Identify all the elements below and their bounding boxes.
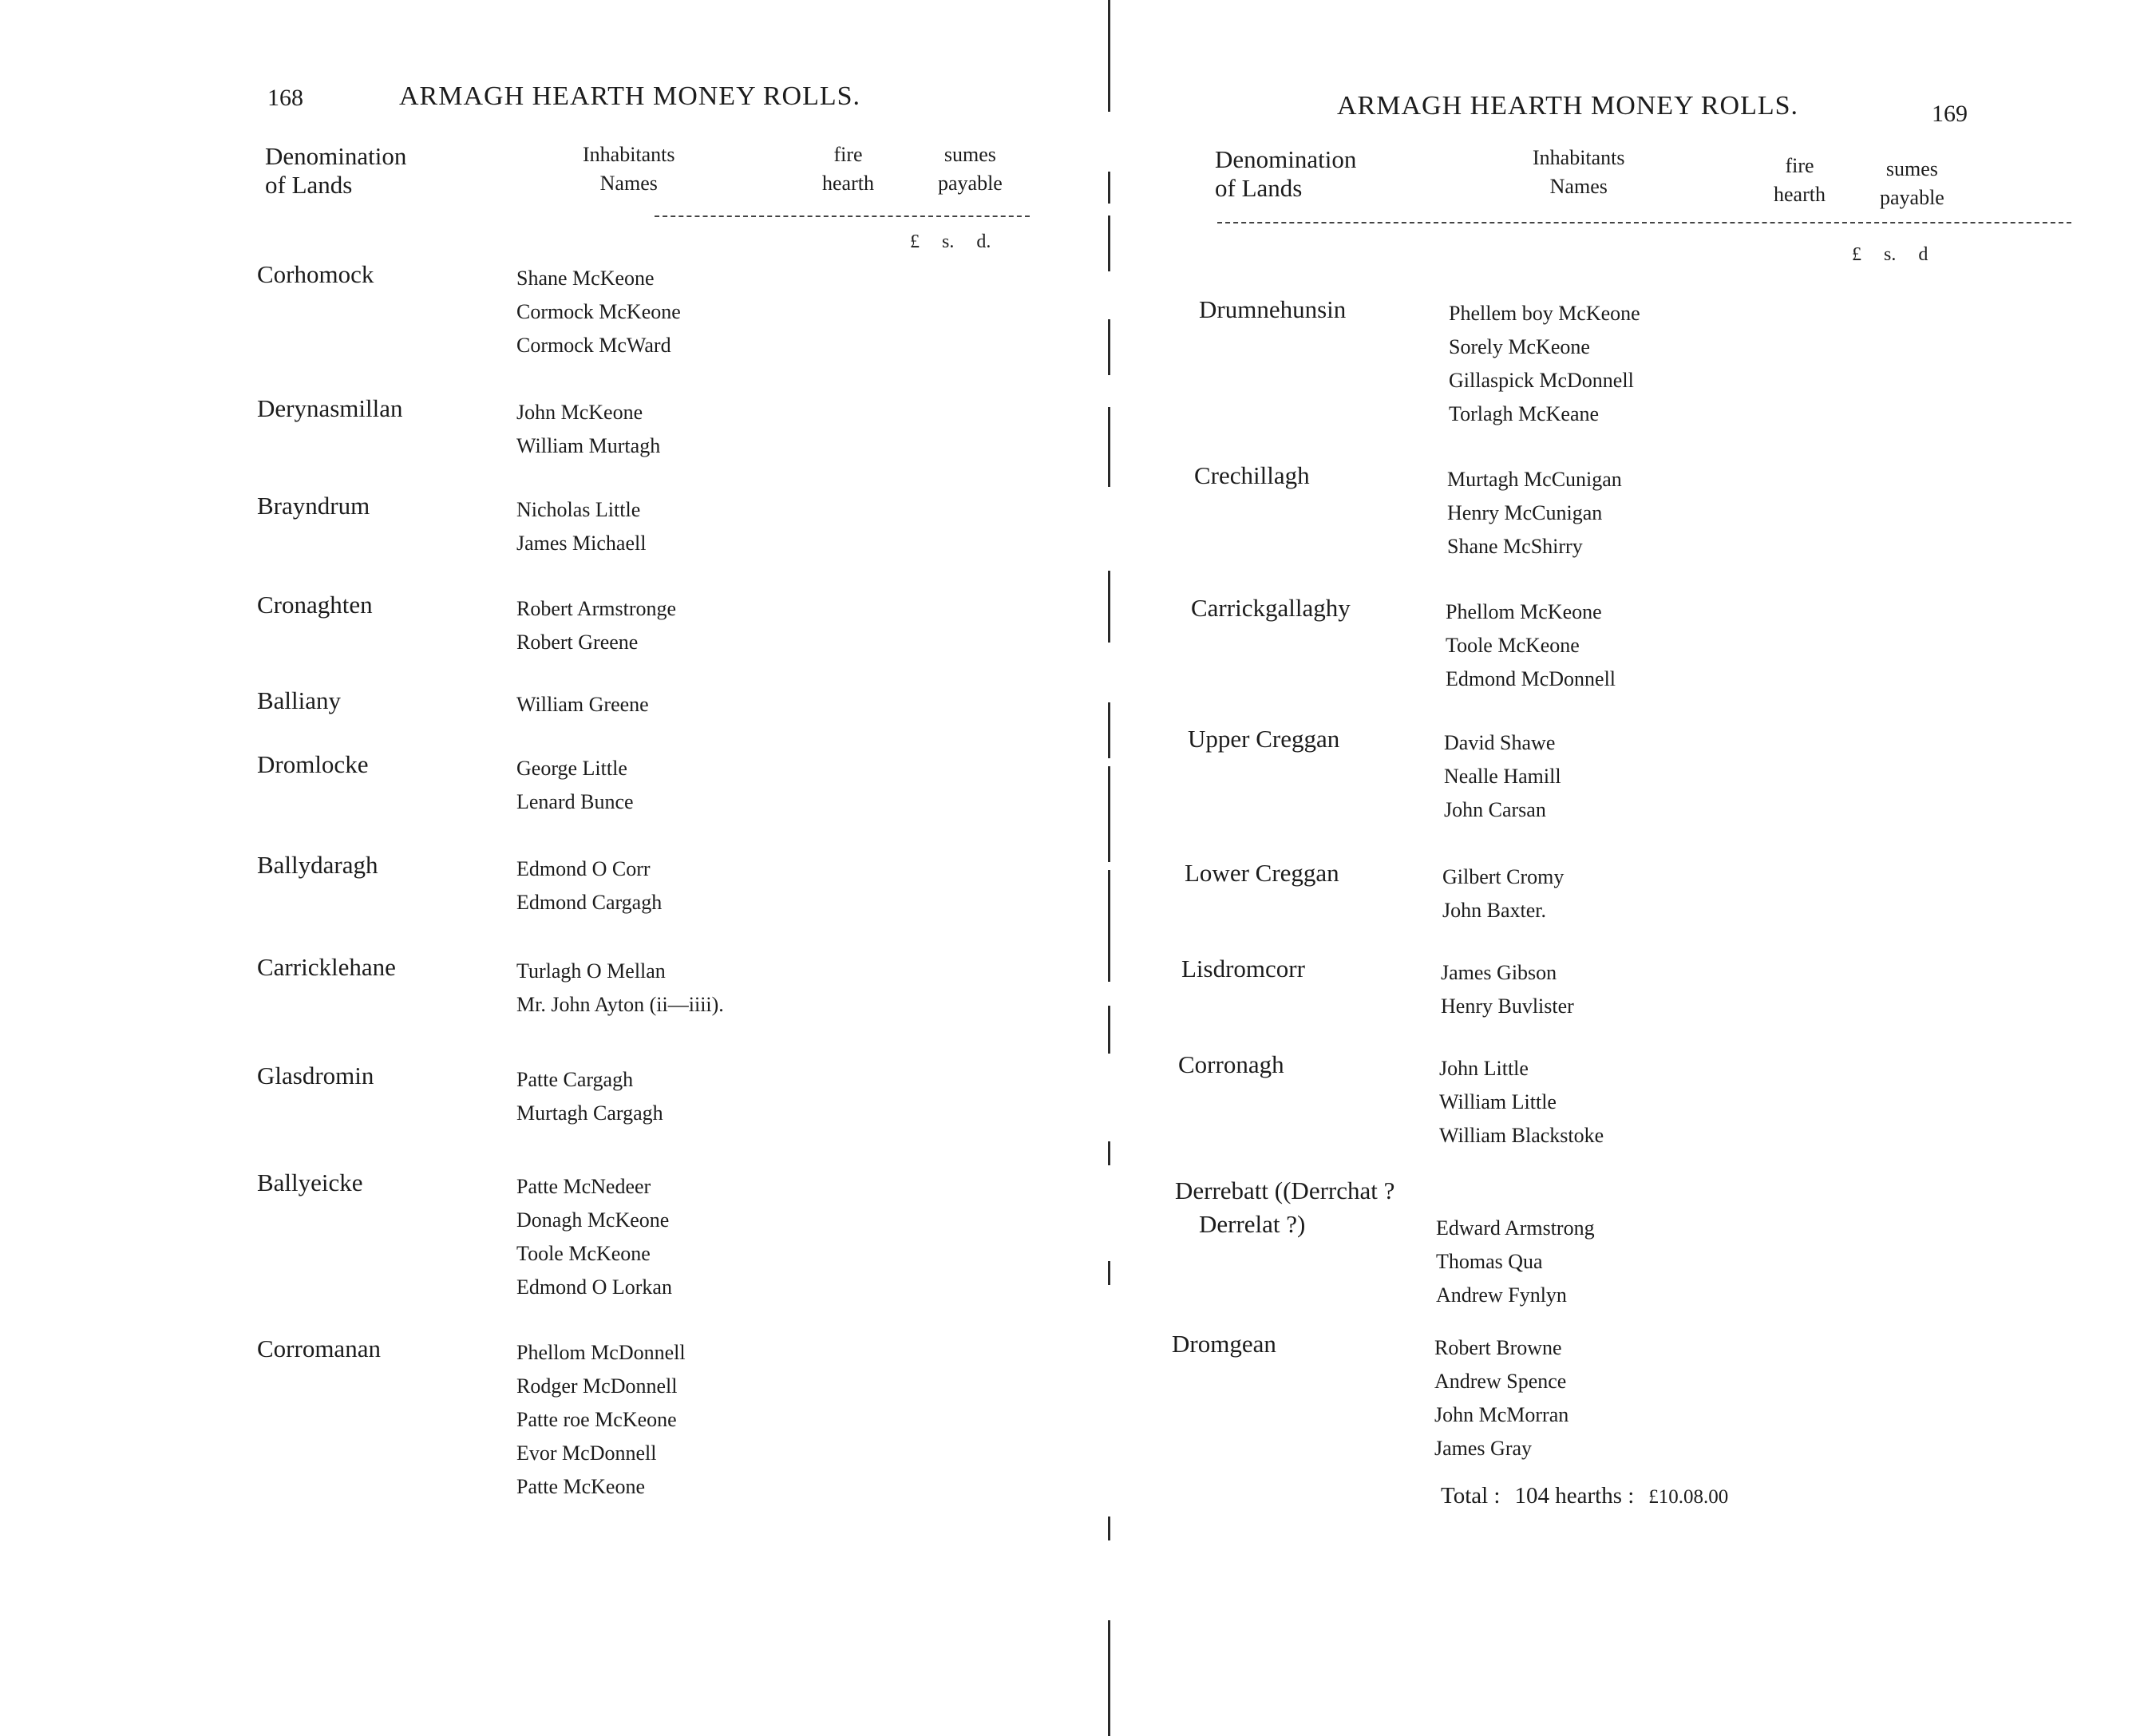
inhabitant-name: Sorely McKeone	[1449, 335, 1590, 358]
inhabitant-name: David Shawe	[1444, 731, 1556, 754]
inhabitant-name: Turlagh O Mellan	[516, 959, 666, 983]
land-name: Derrebatt ((Derrchat ?	[1175, 1176, 1395, 1204]
inhabitant-name: Nicholas Little	[516, 498, 641, 521]
inhabitant-name: Donagh McKeone	[516, 1208, 670, 1232]
book-gutter	[1105, 0, 1114, 1736]
column-header-lands: Denomination of Lands	[1215, 145, 1357, 202]
inhabitant-name: Henry Buvlister	[1441, 995, 1574, 1018]
land-name: Brayndrum	[257, 492, 370, 520]
money-column-heads: £ s. d.	[910, 231, 991, 252]
inhabitant-name: Gillaspick McDonnell	[1449, 369, 1634, 392]
inhabitant-name: John Little	[1439, 1057, 1529, 1080]
inhabitant-name: Phellom McDonnell	[516, 1341, 686, 1364]
total-label: Total :	[1441, 1483, 1501, 1509]
inhabitant-name: Evor McDonnell	[516, 1441, 657, 1465]
inhabitant-name: William Murtagh	[516, 434, 661, 457]
inhabitant-name: Nealle Hamill	[1444, 765, 1561, 788]
inhabitant-name: John Baxter.	[1442, 899, 1546, 922]
land-name: Crechillagh	[1194, 461, 1310, 489]
inhabitant-name: Edmond McDonnell	[1446, 667, 1616, 690]
inhabitant-list	[516, 688, 649, 722]
inhabitant-list	[1434, 1331, 1568, 1465]
inhabitant-list	[516, 1063, 663, 1130]
land-name: Carrickgallaghy	[1191, 594, 1351, 622]
inhabitant-list	[516, 592, 676, 659]
land-name: Cronaghten	[257, 591, 373, 619]
inhabitant-list	[1444, 726, 1561, 827]
inhabitant-name: Phellom McKeone	[1446, 600, 1602, 623]
land-name: Lower Creggan	[1185, 859, 1339, 887]
inhabitant-list	[1449, 297, 1640, 431]
inhabitant-name: Shane McShirry	[1447, 535, 1583, 558]
column-header-fire: fire hearth	[1774, 154, 1826, 206]
inhabitant-list	[516, 955, 724, 1022]
running-title: ARMAGH HEARTH MONEY ROLLS.	[1337, 91, 1799, 121]
column-header-names: Inhabitants Names	[583, 143, 675, 195]
land-name: Upper Creggan	[1188, 725, 1340, 753]
inhabitant-name: George Little	[516, 757, 627, 780]
land-name-continued: Derrelat ?)	[1199, 1210, 1306, 1238]
inhabitant-name: Patte roe McKeone	[516, 1408, 677, 1431]
inhabitant-name: Murtagh Cargagh	[516, 1101, 663, 1125]
land-name: Drumnehunsin	[1199, 295, 1347, 323]
inhabitant-name: James Gray	[1434, 1437, 1533, 1460]
land-name: Carricklehane	[257, 953, 396, 981]
land-name: Dromgean	[1172, 1330, 1276, 1358]
inhabitant-name: Lenard Bunce	[516, 790, 634, 813]
header-rule	[1217, 222, 2071, 223]
land-name: Corronagh	[1178, 1050, 1284, 1078]
land-name: Derynasmillan	[257, 394, 403, 422]
inhabitant-list	[516, 262, 681, 362]
inhabitant-list	[516, 752, 634, 819]
inhabitant-list	[1446, 595, 1616, 696]
inhabitant-list	[516, 396, 660, 463]
inhabitant-name: Edmond O Corr	[516, 857, 651, 880]
inhabitant-name: Toole McKeone	[1446, 634, 1580, 657]
inhabitant-name: William Little	[1439, 1090, 1557, 1113]
inhabitant-name: William Blackstoke	[1439, 1124, 1604, 1147]
column-header-sumes: sumes payable	[1880, 157, 1944, 209]
inhabitant-list	[516, 1170, 672, 1304]
inhabitant-list	[1441, 956, 1574, 1023]
running-title: ARMAGH HEARTH MONEY ROLLS.	[399, 81, 861, 111]
right-page	[1118, 0, 2148, 1736]
land-name: Glasdromin	[257, 1062, 374, 1089]
page-number: 169	[1932, 101, 1968, 127]
inhabitant-name: Patte McNedeer	[516, 1175, 651, 1198]
total-line	[1441, 1483, 1743, 1509]
inhabitant-name: Mr. John Ayton (ii—iiii).	[516, 993, 724, 1016]
inhabitant-name: Robert Armstronge	[516, 597, 677, 620]
inhabitant-name: Rodger McDonnell	[516, 1374, 678, 1398]
inhabitant-name: Phellem boy McKeone	[1449, 302, 1640, 325]
column-header-lands: Denomination of Lands	[265, 142, 407, 199]
total-hearths: 104 hearths :	[1514, 1483, 1635, 1509]
inhabitant-list	[1436, 1212, 1595, 1312]
money-column-heads: £ s. d	[1852, 244, 1928, 265]
inhabitant-name: William Greene	[516, 693, 649, 716]
column-header-fire: fire hearth	[822, 143, 874, 195]
inhabitant-name: Gilbert Cromy	[1442, 865, 1565, 888]
inhabitant-name: Torlagh McKeane	[1449, 402, 1600, 425]
inhabitant-name: John Carsan	[1444, 798, 1546, 821]
column-header-sumes: sumes payable	[938, 143, 1003, 195]
land-name: Corromanan	[257, 1335, 381, 1362]
column-header-names: Inhabitants Names	[1533, 146, 1625, 198]
land-name: Lisdromcorr	[1181, 955, 1305, 983]
inhabitant-name: Henry McCunigan	[1447, 501, 1603, 524]
inhabitant-name: Edmond Cargagh	[516, 891, 663, 914]
inhabitant-name: James Michaell	[516, 532, 647, 555]
page-number: 168	[267, 85, 303, 111]
inhabitant-name: Robert Browne	[1434, 1336, 1562, 1359]
inhabitant-list	[1442, 860, 1564, 927]
inhabitant-name: Andrew Fynlyn	[1436, 1283, 1567, 1307]
inhabitant-name: Edmond O Lorkan	[516, 1275, 672, 1299]
inhabitant-list	[516, 1336, 686, 1504]
inhabitant-name: Patte McKeone	[516, 1475, 646, 1498]
inhabitant-name: John McMorran	[1434, 1403, 1569, 1426]
inhabitant-list	[1439, 1052, 1604, 1153]
inhabitant-name: Edward Armstrong	[1436, 1216, 1595, 1240]
land-name: Balliany	[257, 686, 342, 714]
inhabitant-name: Thomas Qua	[1436, 1250, 1543, 1273]
land-name: Dromlocke	[257, 750, 369, 778]
inhabitant-list	[516, 493, 646, 560]
inhabitant-name: Murtagh McCunigan	[1447, 468, 1622, 491]
inhabitant-name: Cormock McWard	[516, 334, 671, 357]
total-amount: £10.08.00	[1648, 1486, 1729, 1508]
inhabitant-name: James Gibson	[1441, 961, 1557, 984]
header-rule	[655, 216, 1030, 217]
inhabitant-name: Patte Cargagh	[516, 1068, 634, 1091]
land-name: Ballyeicke	[257, 1169, 363, 1196]
land-name: Corhomock	[257, 260, 374, 288]
land-name: Ballydaragh	[257, 851, 378, 879]
inhabitant-name: Toole McKeone	[516, 1242, 651, 1265]
inhabitant-name: Robert Greene	[516, 631, 639, 654]
inhabitant-name: Andrew Spence	[1434, 1370, 1567, 1393]
inhabitant-list	[1447, 463, 1622, 564]
inhabitant-name: John McKeone	[516, 401, 643, 424]
inhabitant-name: Cormock McKeone	[516, 300, 681, 323]
inhabitant-list	[516, 852, 662, 919]
inhabitant-name: Shane McKeone	[516, 267, 655, 290]
